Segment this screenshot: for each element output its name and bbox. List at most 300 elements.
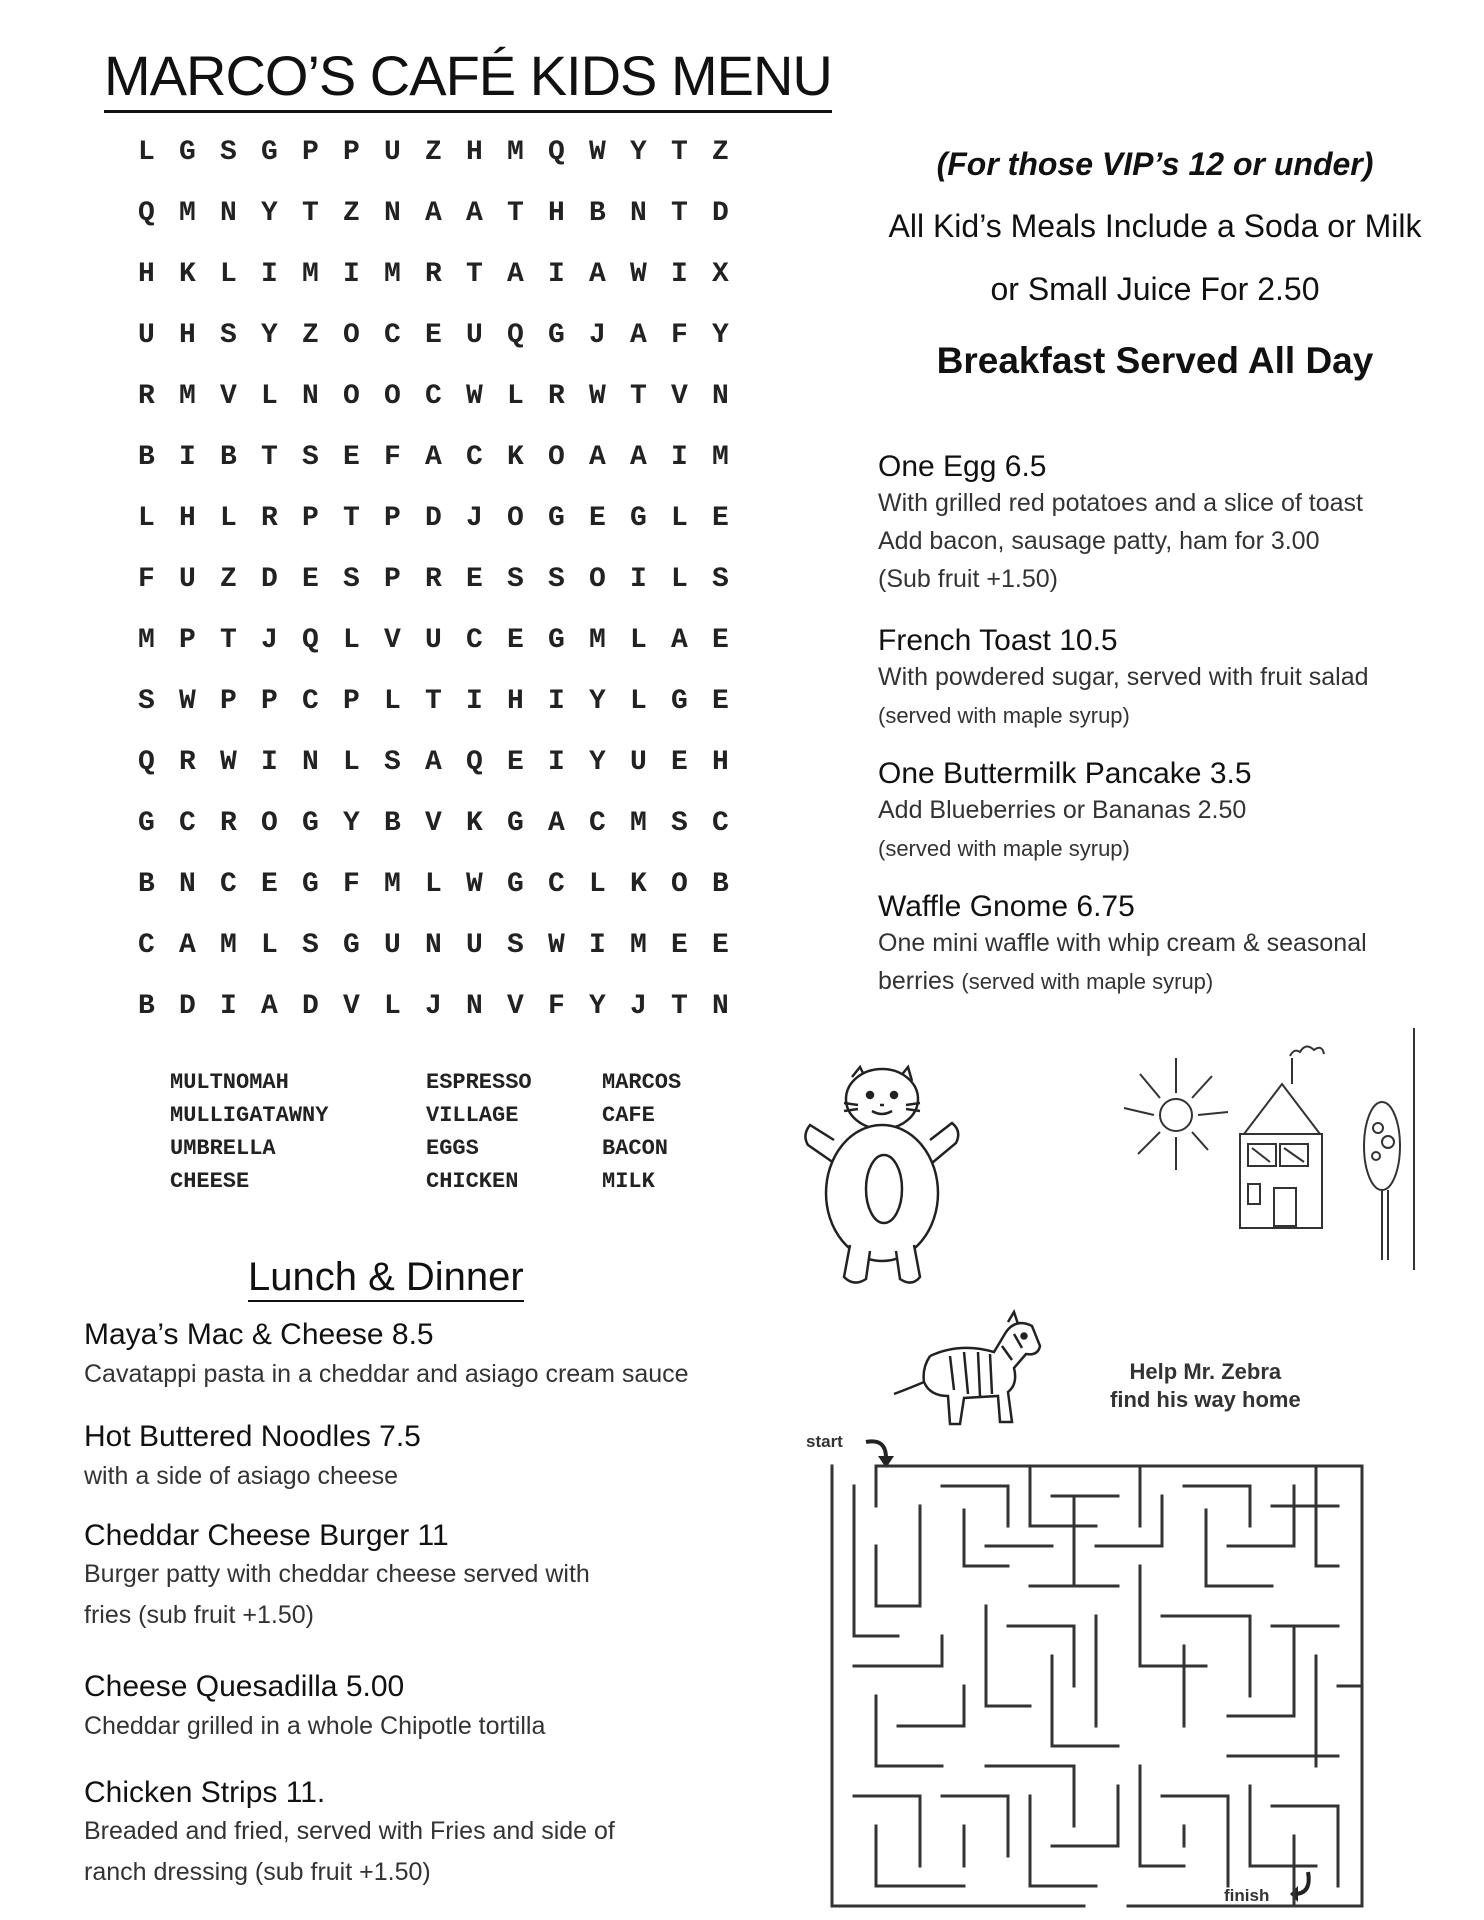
word-search-letter[interactable]: U: [466, 930, 483, 961]
word-search-letter[interactable]: I: [548, 686, 565, 717]
item-name: One Buttermilk Pancake 3.5: [878, 757, 1252, 790]
word-search-letter[interactable]: T: [220, 625, 237, 656]
word-search-letter[interactable]: R: [220, 808, 237, 839]
word-search-letter[interactable]: Y: [261, 198, 278, 229]
word-search-letter[interactable]: Z: [302, 320, 319, 351]
word-search-letter[interactable]: L: [384, 686, 401, 717]
word-search-letter[interactable]: T: [671, 991, 688, 1022]
word-search-letter[interactable]: M: [630, 930, 647, 961]
word-search-letter[interactable]: S: [138, 686, 155, 717]
word-list-item: CHEESE: [170, 1169, 250, 1194]
word-search-letter[interactable]: L: [261, 381, 278, 412]
word-search-letter[interactable]: G: [261, 137, 278, 168]
word-search-letter[interactable]: P: [343, 686, 360, 717]
word-search-letter[interactable]: N: [630, 198, 647, 229]
word-search-row: [138, 137, 753, 198]
word-search-letter[interactable]: O: [343, 381, 360, 412]
word-search-letter[interactable]: M: [589, 625, 606, 656]
word-search-letter[interactable]: A: [671, 625, 688, 656]
word-search-letter[interactable]: P: [302, 137, 319, 168]
word-search-letter[interactable]: N: [179, 869, 196, 900]
word-search-letter[interactable]: V: [671, 381, 688, 412]
word-search-letter[interactable]: E: [712, 930, 729, 961]
word-search-letter[interactable]: U: [630, 747, 647, 778]
drink-note-line1: All Kid’s Meals Include a Soda or Milk: [888, 208, 1422, 244]
word-search-letter[interactable]: D: [261, 564, 278, 595]
word-search-letter[interactable]: E: [712, 625, 729, 656]
word-search-letter[interactable]: F: [384, 442, 401, 473]
word-search-letter[interactable]: C: [466, 442, 483, 473]
word-search-letter[interactable]: H: [179, 320, 196, 351]
page-title: MARCO’S CAFÉ KIDS MENU: [104, 44, 832, 113]
word-search-letter[interactable]: F: [548, 991, 565, 1022]
zebra-drawing-icon: [890, 1312, 1060, 1437]
word-search-letter[interactable]: L: [507, 381, 524, 412]
word-list-column-2: [426, 1066, 532, 1198]
word-search-letter[interactable]: C: [589, 808, 606, 839]
word-search-letter[interactable]: I: [548, 747, 565, 778]
item-description: with a side of asiago cheese: [84, 1462, 399, 1490]
word-search-letter[interactable]: W: [179, 686, 196, 717]
item-name: Cheddar Cheese Burger 11: [84, 1519, 449, 1552]
word-search-letter[interactable]: I: [671, 442, 688, 473]
word-search-letter[interactable]: G: [343, 930, 360, 961]
lunch-item: [84, 1519, 764, 1635]
word-search-letter[interactable]: G: [302, 808, 319, 839]
word-search-letter[interactable]: T: [261, 442, 278, 473]
word-search-row: [138, 869, 753, 930]
item-description: Add Blueberries or Bananas 2.50: [878, 796, 1247, 824]
word-search-row: [138, 320, 753, 381]
word-search-letter[interactable]: S: [548, 564, 565, 595]
word-search-letter[interactable]: E: [261, 869, 278, 900]
word-search-letter[interactable]: B: [138, 869, 155, 900]
word-search-letter[interactable]: F: [138, 564, 155, 595]
word-search-letter[interactable]: O: [548, 442, 565, 473]
word-search-letter[interactable]: O: [384, 381, 401, 412]
word-search-letter[interactable]: S: [507, 930, 524, 961]
word-search-letter[interactable]: A: [425, 198, 442, 229]
word-search-letter[interactable]: Z: [425, 137, 442, 168]
item-description: (served with maple syrup): [878, 836, 1130, 861]
word-search-letter[interactable]: G: [507, 869, 524, 900]
lunch-item: [84, 1318, 764, 1396]
word-search-letter[interactable]: I: [343, 259, 360, 290]
word-search-letter[interactable]: G: [302, 869, 319, 900]
item-name: Maya’s Mac & Cheese 8.5: [84, 1318, 434, 1351]
word-search-letter[interactable]: K: [630, 869, 647, 900]
word-search-letter[interactable]: I: [220, 991, 237, 1022]
word-search-letter[interactable]: J: [261, 625, 278, 656]
word-search-letter[interactable]: C: [138, 930, 155, 961]
word-search-letter[interactable]: J: [589, 320, 606, 351]
maze-prompt-line: find his way home: [1110, 1387, 1301, 1412]
house-sun-tree-drawing-icon: [1124, 1038, 1424, 1268]
word-search-letter[interactable]: W: [220, 747, 237, 778]
word-search-letter[interactable]: M: [179, 381, 196, 412]
word-search-letter[interactable]: N: [712, 991, 729, 1022]
word-search-letter[interactable]: A: [589, 259, 606, 290]
word-search-letter[interactable]: R: [261, 503, 278, 534]
word-search-letter[interactable]: E: [712, 503, 729, 534]
word-search-letter[interactable]: M: [220, 930, 237, 961]
word-search-letter[interactable]: K: [179, 259, 196, 290]
word-search-letter[interactable]: B: [712, 869, 729, 900]
item-description: (Sub fruit +1.50): [878, 565, 1058, 593]
word-search-letter[interactable]: Y: [630, 137, 647, 168]
word-search-row: [138, 259, 753, 320]
word-search-letter[interactable]: T: [343, 503, 360, 534]
word-search-letter[interactable]: O: [671, 869, 688, 900]
word-search-letter[interactable]: B: [589, 198, 606, 229]
word-search-letter[interactable]: Y: [589, 686, 606, 717]
word-search-letter[interactable]: M: [384, 869, 401, 900]
word-search-row: [138, 442, 753, 503]
word-search-letter[interactable]: I: [466, 686, 483, 717]
word-search-letter[interactable]: P: [302, 503, 319, 534]
item-description: berries: [878, 967, 955, 995]
word-search-letter[interactable]: M: [712, 442, 729, 473]
word-search-letter[interactable]: M: [302, 259, 319, 290]
word-list-column-1: [170, 1066, 328, 1198]
word-search-letter[interactable]: N: [466, 991, 483, 1022]
word-search-letter[interactable]: S: [671, 808, 688, 839]
word-search-letter[interactable]: S: [343, 564, 360, 595]
word-search-letter[interactable]: W: [630, 259, 647, 290]
word-search-letter[interactable]: U: [179, 564, 196, 595]
word-search-letter[interactable]: S: [712, 564, 729, 595]
bear-drawing-icon: [800, 1065, 970, 1290]
lunch-dinner-heading: Lunch & Dinner: [248, 1254, 524, 1302]
word-search-letter[interactable]: I: [179, 442, 196, 473]
word-search-letter[interactable]: F: [343, 869, 360, 900]
word-search-letter[interactable]: K: [466, 808, 483, 839]
word-search-letter[interactable]: P: [261, 686, 278, 717]
item-name: One Egg 6.5: [878, 450, 1047, 483]
word-search-row: [138, 808, 753, 869]
word-search-letter[interactable]: L: [343, 625, 360, 656]
item-name: Hot Buttered Noodles 7.5: [84, 1420, 421, 1453]
word-search-letter[interactable]: C: [384, 320, 401, 351]
word-search-letter[interactable]: J: [425, 991, 442, 1022]
word-search-letter[interactable]: E: [507, 625, 524, 656]
word-search-letter[interactable]: I: [671, 259, 688, 290]
word-search-letter[interactable]: F: [671, 320, 688, 351]
word-search-letter[interactable]: X: [712, 259, 729, 290]
item-description: Cheddar grilled in a whole Chipotle tortilla: [84, 1712, 546, 1740]
word-list-item: BACON: [602, 1136, 669, 1161]
word-search-letter[interactable]: R: [425, 564, 442, 595]
word-search-letter[interactable]: D: [302, 991, 319, 1022]
item-name: Waffle Gnome 6.75: [878, 890, 1135, 923]
word-search-letter[interactable]: O: [261, 808, 278, 839]
word-search-letter[interactable]: V: [425, 808, 442, 839]
word-search-letter[interactable]: G: [548, 625, 565, 656]
age-note: (For those VIP’s 12 or under): [936, 146, 1374, 182]
word-search-letter[interactable]: L: [138, 137, 155, 168]
word-search-letter[interactable]: C: [179, 808, 196, 839]
word-search-letter[interactable]: Y: [589, 747, 606, 778]
word-search-letter[interactable]: N: [302, 747, 319, 778]
word-search-letter[interactable]: U: [425, 625, 442, 656]
lunch-item: [84, 1420, 764, 1498]
word-list-item: MULLIGATAWNY: [170, 1103, 329, 1128]
word-search-letter[interactable]: E: [671, 747, 688, 778]
word-search-letter[interactable]: H: [466, 137, 483, 168]
word-search-letter[interactable]: R: [179, 747, 196, 778]
word-search-letter[interactable]: Y: [712, 320, 729, 351]
word-search-letter[interactable]: T: [671, 198, 688, 229]
word-list-item: CHICKEN: [426, 1169, 519, 1194]
item-description: One mini waffle with whip cream & seasonal: [878, 929, 1367, 957]
word-search-letter[interactable]: T: [630, 381, 647, 412]
word-search-letter[interactable]: A: [425, 442, 442, 473]
word-search-letter[interactable]: U: [384, 137, 401, 168]
word-search-letter[interactable]: E: [671, 930, 688, 961]
word-search-letter[interactable]: I: [548, 259, 565, 290]
word-search-row: [138, 503, 753, 564]
word-search-letter[interactable]: Q: [138, 747, 155, 778]
word-search-letter[interactable]: M: [630, 808, 647, 839]
word-search-letter[interactable]: E: [507, 747, 524, 778]
word-search-letter[interactable]: S: [302, 442, 319, 473]
word-list-item: ESPRESSO: [426, 1070, 532, 1095]
word-search-letter[interactable]: C: [302, 686, 319, 717]
word-search-letter[interactable]: H: [712, 747, 729, 778]
word-search-letter[interactable]: E: [425, 320, 442, 351]
word-search-letter[interactable]: T: [302, 198, 319, 229]
word-search-letter[interactable]: Q: [138, 198, 155, 229]
word-search-letter[interactable]: Q: [548, 137, 565, 168]
word-search-letter[interactable]: P: [384, 564, 401, 595]
word-search-row: [138, 381, 753, 442]
word-list-item: EGGS: [426, 1136, 479, 1161]
word-search-letter[interactable]: E: [712, 686, 729, 717]
word-search-letter[interactable]: C: [548, 869, 565, 900]
word-search-letter[interactable]: S: [220, 320, 237, 351]
item-name: Cheese Quesadilla 5.00: [84, 1670, 405, 1703]
word-search-letter[interactable]: G: [548, 503, 565, 534]
word-list-item: UMBRELLA: [170, 1136, 276, 1161]
item-description: Breaded and fried, served with Fries and side of: [84, 1817, 615, 1845]
word-search-letter[interactable]: S: [302, 930, 319, 961]
word-search-letter[interactable]: T: [671, 137, 688, 168]
maze-instructions: [1110, 1358, 1301, 1414]
word-search-letter[interactable]: U: [384, 930, 401, 961]
word-search-letter[interactable]: Q: [507, 320, 524, 351]
word-search-letter[interactable]: I: [630, 564, 647, 595]
breakfast-heading: Breakfast Served All Day: [936, 340, 1374, 381]
word-search-letter[interactable]: B: [138, 991, 155, 1022]
word-search-letter[interactable]: L: [671, 564, 688, 595]
breakfast-item: [878, 890, 1458, 1001]
breakfast-item: [878, 624, 1458, 735]
word-search-letter[interactable]: A: [507, 259, 524, 290]
drink-note-line2: or Small Juice For 2.50: [990, 271, 1320, 307]
word-search-letter[interactable]: O: [343, 320, 360, 351]
word-list-item: MARCOS: [602, 1070, 682, 1095]
word-search-letter[interactable]: L: [220, 259, 237, 290]
maze-finish-label: finish: [1224, 1886, 1270, 1905]
word-search-letter[interactable]: L: [343, 747, 360, 778]
word-search-letter[interactable]: R: [425, 259, 442, 290]
breakfast-item: [878, 757, 1458, 868]
word-search-letter[interactable]: M: [384, 259, 401, 290]
word-search-letter[interactable]: S: [220, 137, 237, 168]
word-search-letter[interactable]: Q: [466, 747, 483, 778]
item-description: Cavatappi pasta in a cheddar and asiago cream sauce: [84, 1360, 689, 1388]
word-search-letter[interactable]: Y: [261, 320, 278, 351]
word-search-letter[interactable]: G: [138, 808, 155, 839]
word-search-letter[interactable]: L: [220, 503, 237, 534]
item-name: French Toast 10.5: [878, 624, 1118, 657]
word-search-letter[interactable]: W: [589, 137, 606, 168]
lunch-item: [84, 1670, 764, 1748]
word-list-item: MILK: [602, 1169, 655, 1194]
word-search-letter[interactable]: T: [466, 259, 483, 290]
word-search-letter[interactable]: A: [548, 808, 565, 839]
maze-puzzle[interactable]: [832, 1466, 1362, 1906]
word-search-letter[interactable]: Z: [712, 137, 729, 168]
word-search-letter[interactable]: C: [466, 625, 483, 656]
word-search-letter[interactable]: W: [466, 381, 483, 412]
word-search-letter[interactable]: N: [712, 381, 729, 412]
word-search-letter[interactable]: N: [302, 381, 319, 412]
word-search-letter[interactable]: D: [712, 198, 729, 229]
word-search-letter[interactable]: V: [220, 381, 237, 412]
word-search-letter[interactable]: L: [425, 869, 442, 900]
item-description: (served with maple syrup): [961, 969, 1214, 994]
word-search-letter[interactable]: K: [507, 442, 524, 473]
word-search-letter[interactable]: C: [220, 869, 237, 900]
word-search-letter[interactable]: D: [179, 991, 196, 1022]
item-description: With powdered sugar, served with fruit salad: [878, 663, 1369, 691]
word-search-letter[interactable]: I: [261, 259, 278, 290]
item-description: fries (sub fruit +1.50): [84, 1601, 314, 1629]
word-list-item: MULTNOMAH: [170, 1070, 289, 1095]
word-search-letter[interactable]: S: [507, 564, 524, 595]
word-list-item: CAFE: [602, 1103, 655, 1128]
word-search-letter[interactable]: Z: [220, 564, 237, 595]
word-list-column-3: [602, 1066, 681, 1198]
word-search-letter[interactable]: Q: [302, 625, 319, 656]
word-search-letter[interactable]: R: [138, 381, 155, 412]
word-search-letter[interactable]: L: [261, 930, 278, 961]
item-description: (served with maple syrup): [878, 703, 1130, 728]
word-search-row: [138, 686, 753, 747]
word-search-letter[interactable]: I: [261, 747, 278, 778]
word-search-letter[interactable]: N: [384, 198, 401, 229]
word-search-letter[interactable]: C: [712, 808, 729, 839]
word-search-letter[interactable]: J: [630, 991, 647, 1022]
word-search-letter[interactable]: B: [138, 442, 155, 473]
word-search-letter[interactable]: H: [138, 259, 155, 290]
word-search-letter[interactable]: L: [589, 869, 606, 900]
word-search-letter[interactable]: L: [671, 503, 688, 534]
word-search-letter[interactable]: O: [589, 564, 606, 595]
word-search-letter[interactable]: A: [261, 991, 278, 1022]
word-search-letter[interactable]: E: [466, 564, 483, 595]
word-search-letter[interactable]: W: [548, 930, 565, 961]
word-search-letter[interactable]: Z: [343, 198, 360, 229]
word-search-row: [138, 198, 753, 259]
word-search-letter[interactable]: L: [630, 625, 647, 656]
word-search-letter[interactable]: B: [220, 442, 237, 473]
word-search-letter[interactable]: N: [220, 198, 237, 229]
word-search-letter[interactable]: L: [630, 686, 647, 717]
word-search-letter[interactable]: G: [630, 503, 647, 534]
lunch-item: [84, 1776, 764, 1892]
word-search-letter[interactable]: O: [507, 503, 524, 534]
word-search-letter[interactable]: A: [425, 747, 442, 778]
word-search-letter[interactable]: G: [548, 320, 565, 351]
word-search-letter[interactable]: E: [343, 442, 360, 473]
word-search-row: [138, 930, 753, 991]
word-search-letter[interactable]: I: [589, 930, 606, 961]
word-search-letter[interactable]: S: [384, 747, 401, 778]
word-search-letter[interactable]: A: [630, 442, 647, 473]
word-search-grid: [138, 137, 753, 1052]
word-search-letter[interactable]: E: [302, 564, 319, 595]
word-search-letter[interactable]: J: [466, 503, 483, 534]
maze-prompt-line: Help Mr. Zebra: [1129, 1359, 1282, 1384]
item-description: With grilled red potatoes and a slice of toast: [878, 489, 1363, 517]
word-search-letter[interactable]: A: [466, 198, 483, 229]
word-search-letter[interactable]: E: [589, 503, 606, 534]
word-search-letter[interactable]: W: [466, 869, 483, 900]
word-search-letter[interactable]: P: [343, 137, 360, 168]
word-search-letter[interactable]: L: [138, 503, 155, 534]
word-search-letter[interactable]: H: [507, 686, 524, 717]
word-search-letter[interactable]: L: [384, 991, 401, 1022]
word-search-letter[interactable]: M: [179, 198, 196, 229]
word-search-letter[interactable]: M: [138, 625, 155, 656]
word-search-letter[interactable]: A: [630, 320, 647, 351]
word-search-letter[interactable]: W: [589, 381, 606, 412]
word-search-letter[interactable]: A: [179, 930, 196, 961]
word-search-letter[interactable]: G: [179, 137, 196, 168]
word-search-letter[interactable]: V: [384, 625, 401, 656]
item-description: Burger patty with cheddar cheese served with: [84, 1560, 590, 1588]
word-search-letter[interactable]: G: [507, 808, 524, 839]
word-search-letter[interactable]: U: [466, 320, 483, 351]
word-search-letter[interactable]: T: [425, 686, 442, 717]
word-search-letter[interactable]: C: [425, 381, 442, 412]
word-search-letter[interactable]: P: [220, 686, 237, 717]
word-search-letter[interactable]: D: [425, 503, 442, 534]
word-search-letter[interactable]: H: [548, 198, 565, 229]
word-search-letter[interactable]: H: [179, 503, 196, 534]
maze-start-label: start: [806, 1432, 843, 1451]
word-search-letter[interactable]: Y: [589, 991, 606, 1022]
word-search-letter[interactable]: P: [179, 625, 196, 656]
word-search-letter[interactable]: M: [507, 137, 524, 168]
item-description: Add bacon, sausage patty, ham for 3.00: [878, 527, 1320, 555]
word-search-letter[interactable]: V: [507, 991, 524, 1022]
word-search-letter[interactable]: V: [343, 991, 360, 1022]
word-search-letter[interactable]: G: [671, 686, 688, 717]
word-search-row: [138, 564, 753, 625]
word-search-letter[interactable]: P: [384, 503, 401, 534]
word-search-letter[interactable]: N: [425, 930, 442, 961]
word-search-letter[interactable]: U: [138, 320, 155, 351]
word-search-letter[interactable]: R: [548, 381, 565, 412]
word-search-letter[interactable]: A: [589, 442, 606, 473]
word-search-letter[interactable]: Y: [343, 808, 360, 839]
breakfast-item: [878, 450, 1458, 598]
word-search-letter[interactable]: B: [384, 808, 401, 839]
word-search-letter[interactable]: T: [507, 198, 524, 229]
